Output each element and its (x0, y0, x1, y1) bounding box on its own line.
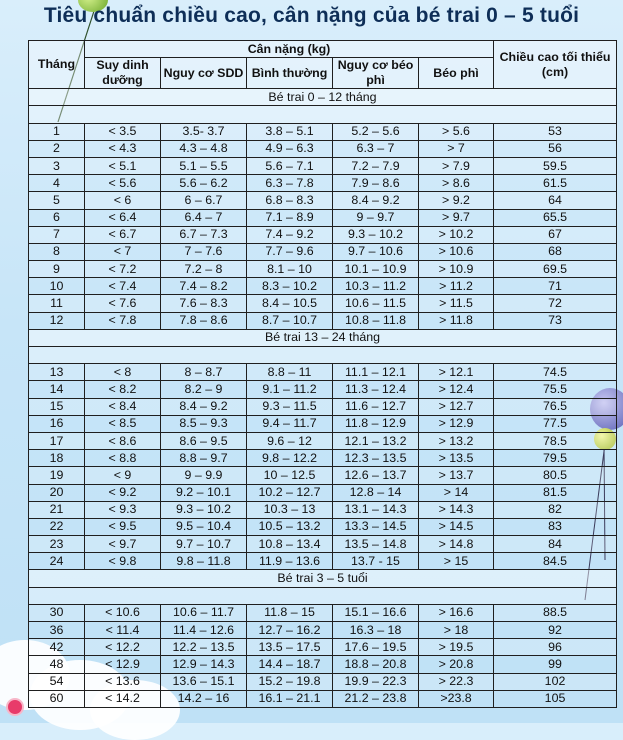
weight-cell: < 8.6 (85, 432, 161, 449)
table-row (29, 123, 617, 140)
weight-cell: 11.8 – 12.9 (333, 415, 419, 432)
growth-standard-table (28, 40, 617, 708)
table-row (29, 656, 617, 673)
weight-cell: > 13.2 (419, 432, 494, 449)
section-header-row (29, 89, 617, 106)
month-cell: 13 (29, 364, 85, 381)
weight-cell: 14.2 – 16 (161, 690, 247, 707)
weight-cell: 7 – 7.6 (161, 243, 247, 260)
height-cell: 84.5 (494, 553, 617, 570)
weight-cell: 9.3 – 11.5 (247, 398, 333, 415)
table-row (29, 209, 617, 226)
weight-cell: > 9.2 (419, 192, 494, 209)
table-row (29, 484, 617, 501)
month-cell: 60 (29, 690, 85, 707)
height-cell: 79.5 (494, 450, 617, 467)
table-row (29, 450, 617, 467)
month-cell: 21 (29, 501, 85, 518)
height-cell: 105 (494, 690, 617, 707)
table-row (29, 501, 617, 518)
height-cell: 73 (494, 312, 617, 329)
weight-cell: < 8.2 (85, 381, 161, 398)
weight-cell: 12.7 – 16.2 (247, 622, 333, 639)
month-cell: 15 (29, 398, 85, 415)
weight-cell: 10.3 – 11.2 (333, 278, 419, 295)
weight-cell: 16.1 – 21.1 (247, 690, 333, 707)
month-cell: 48 (29, 656, 85, 673)
weight-cell: < 9 (85, 467, 161, 484)
weight-cell: < 13.6 (85, 673, 161, 690)
spacer-row (29, 587, 617, 604)
table-row (29, 175, 617, 192)
month-cell: 2 (29, 140, 85, 157)
month-cell: 7 (29, 226, 85, 243)
weight-cell: 6.8 – 8.3 (247, 192, 333, 209)
height-cell: 72 (494, 295, 617, 312)
weight-cell: 12.8 – 14 (333, 484, 419, 501)
table-row (29, 432, 617, 449)
weight-cell: > 18 (419, 622, 494, 639)
weight-cell: 11.8 – 15 (247, 604, 333, 621)
table-row (29, 381, 617, 398)
weight-cell: > 13.7 (419, 467, 494, 484)
weight-cell: 4.3 – 4.8 (161, 140, 247, 157)
table-row (29, 261, 617, 278)
weight-cell: 6 – 6.7 (161, 192, 247, 209)
height-cell: 88.5 (494, 604, 617, 621)
weight-cell: > 16.6 (419, 604, 494, 621)
weight-cell: 5.2 – 5.6 (333, 123, 419, 140)
weight-cell: 7.2 – 7.9 (333, 157, 419, 174)
month-cell: 10 (29, 278, 85, 295)
weight-cell: 11.3 – 12.4 (333, 381, 419, 398)
month-cell: 9 (29, 261, 85, 278)
table-row (29, 192, 617, 209)
page-title: Tiêu chuẩn chiều cao, cân nặng của bé trai 0 – 5 tuổi (43, 4, 580, 27)
weight-cell: < 6.4 (85, 209, 161, 226)
weight-cell: 8.8 – 9.7 (161, 450, 247, 467)
weight-cell: > 19.5 (419, 639, 494, 656)
weight-cell: < 12.2 (85, 639, 161, 656)
weight-cell: 9.7 – 10.7 (161, 536, 247, 553)
weight-cell: 7.1 – 8.9 (247, 209, 333, 226)
weight-cell: 4.9 – 6.3 (247, 140, 333, 157)
weight-cell: < 3.5 (85, 123, 161, 140)
weight-cell: > 5.6 (419, 123, 494, 140)
height-cell: 96 (494, 639, 617, 656)
weight-cell: 7.8 – 8.6 (161, 312, 247, 329)
weight-cell: 16.3 – 18 (333, 622, 419, 639)
weight-cell: < 5.6 (85, 175, 161, 192)
height-cell: 61.5 (494, 175, 617, 192)
weight-cell: > 14.5 (419, 518, 494, 535)
weight-cell: 21.2 – 23.8 (333, 690, 419, 707)
weight-cell: 13.3 – 14.5 (333, 518, 419, 535)
month-cell: 19 (29, 467, 85, 484)
month-cell: 4 (29, 175, 85, 192)
month-cell: 54 (29, 673, 85, 690)
month-cell: 36 (29, 622, 85, 639)
month-cell: 12 (29, 312, 85, 329)
table-row (29, 553, 617, 570)
height-cell: 56 (494, 140, 617, 157)
month-cell: 11 (29, 295, 85, 312)
weight-cell: 15.2 – 19.8 (247, 673, 333, 690)
weight-cell: > 10.9 (419, 261, 494, 278)
weight-cell: 10.6 – 11.7 (161, 604, 247, 621)
weight-cell: 10.3 – 13 (247, 501, 333, 518)
weight-cell: > 12.7 (419, 398, 494, 415)
weight-cell: < 8.8 (85, 450, 161, 467)
height-cell: 53 (494, 123, 617, 140)
table-row (29, 690, 617, 707)
weight-cell: 5.6 – 7.1 (247, 157, 333, 174)
weight-cell: > 15 (419, 553, 494, 570)
section-title: Bé trai 0 – 12 tháng (29, 89, 617, 106)
table-row (29, 140, 617, 157)
weight-cell: > 13.5 (419, 450, 494, 467)
weight-cell: < 6 (85, 192, 161, 209)
weight-cell: < 8.5 (85, 415, 161, 432)
height-cell: 71 (494, 278, 617, 295)
section-title: Bé trai 13 – 24 tháng (29, 329, 617, 346)
table-row (29, 398, 617, 415)
weight-cell: 7.9 – 8.6 (333, 175, 419, 192)
height-cell: 77.5 (494, 415, 617, 432)
weight-cell: < 7.4 (85, 278, 161, 295)
weight-cell: < 7.8 (85, 312, 161, 329)
month-cell: 3 (29, 157, 85, 174)
weight-cell: > 9.7 (419, 209, 494, 226)
weight-cell: >23.8 (419, 690, 494, 707)
height-cell: 99 (494, 656, 617, 673)
height-cell: 102 (494, 673, 617, 690)
height-cell: 80.5 (494, 467, 617, 484)
weight-cell: 8.4 – 9.2 (161, 398, 247, 415)
weight-cell: 10.8 – 13.4 (247, 536, 333, 553)
height-cell: 67 (494, 226, 617, 243)
weight-cell: < 9.5 (85, 518, 161, 535)
weight-cell: < 9.8 (85, 553, 161, 570)
section-title: Bé trai 3 – 5 tuổi (29, 570, 617, 587)
weight-cell: > 7 (419, 140, 494, 157)
month-cell: 16 (29, 415, 85, 432)
height-cell: 82 (494, 501, 617, 518)
month-cell: 24 (29, 553, 85, 570)
month-cell: 22 (29, 518, 85, 535)
weight-cell: 8.4 – 10.5 (247, 295, 333, 312)
weight-cell: < 9.3 (85, 501, 161, 518)
height-cell: 81.5 (494, 484, 617, 501)
table-row (29, 312, 617, 329)
month-cell: 17 (29, 432, 85, 449)
weight-cell: 3.5- 3.7 (161, 123, 247, 140)
weight-cell: < 7.2 (85, 261, 161, 278)
weight-cell: 5.6 – 6.2 (161, 175, 247, 192)
weight-cell: < 14.2 (85, 690, 161, 707)
weight-cell: 9.5 – 10.4 (161, 518, 247, 535)
weight-cell: 8.3 – 10.2 (247, 278, 333, 295)
table-row (29, 278, 617, 295)
weight-cell: > 14.3 (419, 501, 494, 518)
weight-cell: 13.1 – 14.3 (333, 501, 419, 518)
weight-cell: 8.1 – 10 (247, 261, 333, 278)
spacer-cell (29, 347, 617, 364)
height-cell: 92 (494, 622, 617, 639)
weight-cell: 10.6 – 11.5 (333, 295, 419, 312)
weight-cell: > 12.4 (419, 381, 494, 398)
spacer-cell (29, 587, 617, 604)
height-cell: 64 (494, 192, 617, 209)
month-cell: 14 (29, 381, 85, 398)
weight-cell: < 7.6 (85, 295, 161, 312)
weight-cell: > 14.8 (419, 536, 494, 553)
weight-cell: 6.4 – 7 (161, 209, 247, 226)
weight-cell: 8.2 – 9 (161, 381, 247, 398)
height-cell: 84 (494, 536, 617, 553)
table-row (29, 243, 617, 260)
table-row (29, 673, 617, 690)
weight-cell: 6.7 – 7.3 (161, 226, 247, 243)
weight-cell: 9 – 9.7 (333, 209, 419, 226)
weight-cell: > 10.6 (419, 243, 494, 260)
weight-cell: < 4.3 (85, 140, 161, 157)
weight-cell: > 11.2 (419, 278, 494, 295)
weight-cell: 9.4 – 11.7 (247, 415, 333, 432)
weight-cell: 13.5 – 14.8 (333, 536, 419, 553)
month-cell: 30 (29, 604, 85, 621)
weight-cell: 12.3 – 13.5 (333, 450, 419, 467)
month-cell: 18 (29, 450, 85, 467)
weight-cell: 9.7 – 10.6 (333, 243, 419, 260)
table-row (29, 639, 617, 656)
spacer-cell (29, 106, 617, 123)
column-header: Bình thường (247, 58, 333, 89)
height-cell: 69.5 (494, 261, 617, 278)
weight-cell: < 9.2 (85, 484, 161, 501)
weight-cell: 7.4 – 9.2 (247, 226, 333, 243)
month-cell: 23 (29, 536, 85, 553)
month-cell: 20 (29, 484, 85, 501)
height-cell: 83 (494, 518, 617, 535)
weight-cell: 10.8 – 11.8 (333, 312, 419, 329)
weight-cell: 12.1 – 13.2 (333, 432, 419, 449)
table-row (29, 295, 617, 312)
spacer-row (29, 347, 617, 364)
weight-cell: 9.3 – 10.2 (161, 501, 247, 518)
weight-cell: 9 – 9.9 (161, 467, 247, 484)
column-header: Suy dinh dưỡng (85, 58, 161, 89)
weight-cell: > 11.5 (419, 295, 494, 312)
month-header: Tháng (29, 41, 85, 89)
weight-cell: 8 – 8.7 (161, 364, 247, 381)
weight-cell: 9.8 – 12.2 (247, 450, 333, 467)
table-row (29, 467, 617, 484)
weight-cell: > 8.6 (419, 175, 494, 192)
weight-cell: 7.7 – 9.6 (247, 243, 333, 260)
weight-cell: 9.2 – 10.1 (161, 484, 247, 501)
weight-cell: > 7.9 (419, 157, 494, 174)
height-cell: 68 (494, 243, 617, 260)
weight-cell: 9.1 – 11.2 (247, 381, 333, 398)
month-cell: 42 (29, 639, 85, 656)
column-header: Nguy cơ béo phì (333, 58, 419, 89)
weight-cell: > 20.8 (419, 656, 494, 673)
weight-cell: 8.7 – 10.7 (247, 312, 333, 329)
weight-cell: 8.5 – 9.3 (161, 415, 247, 432)
table-row (29, 364, 617, 381)
table-row (29, 226, 617, 243)
weight-cell: < 5.1 (85, 157, 161, 174)
weight-cell: 11.4 – 12.6 (161, 622, 247, 639)
height-cell: 75.5 (494, 381, 617, 398)
month-cell: 1 (29, 123, 85, 140)
weight-cell: 18.8 – 20.8 (333, 656, 419, 673)
weight-cell: > 11.8 (419, 312, 494, 329)
weight-cell: 19.9 – 22.3 (333, 673, 419, 690)
weight-cell: 12.2 – 13.5 (161, 639, 247, 656)
height-cell: 78.5 (494, 432, 617, 449)
column-header: Nguy cơ SDD (161, 58, 247, 89)
weight-cell: > 12.9 (419, 415, 494, 432)
weight-cell: 10.5 – 13.2 (247, 518, 333, 535)
weight-cell: < 8 (85, 364, 161, 381)
column-header: Béo phì (419, 58, 494, 89)
weight-cell: 17.6 – 19.5 (333, 639, 419, 656)
weight-cell: 15.1 – 16.6 (333, 604, 419, 621)
weight-cell: 10.2 – 12.7 (247, 484, 333, 501)
weight-cell: < 10.6 (85, 604, 161, 621)
weight-cell: 8.8 – 11 (247, 364, 333, 381)
weight-cell: < 11.4 (85, 622, 161, 639)
section-header-row (29, 329, 617, 346)
weight-cell: > 22.3 (419, 673, 494, 690)
flower-icon (6, 698, 24, 716)
height-cell: 74.5 (494, 364, 617, 381)
weight-cell: 9.8 – 11.8 (161, 553, 247, 570)
weight-cell: < 8.4 (85, 398, 161, 415)
weight-cell: > 10.2 (419, 226, 494, 243)
spacer-row (29, 106, 617, 123)
table-row (29, 536, 617, 553)
height-cell: 76.5 (494, 398, 617, 415)
weight-cell: 7.6 – 8.3 (161, 295, 247, 312)
weight-cell: 12.9 – 14.3 (161, 656, 247, 673)
weight-cell: > 12.1 (419, 364, 494, 381)
weight-cell: < 9.7 (85, 536, 161, 553)
weight-cell: 13.6 – 15.1 (161, 673, 247, 690)
weight-cell: 7.2 – 8 (161, 261, 247, 278)
section-header-row (29, 570, 617, 587)
weight-cell: < 7 (85, 243, 161, 260)
table-row (29, 157, 617, 174)
weight-cell: 6.3 – 7.8 (247, 175, 333, 192)
table-row (29, 518, 617, 535)
weight-group-header: Cân nặng (kg) (85, 41, 494, 58)
height-cell: 59.5 (494, 157, 617, 174)
table-row (29, 415, 617, 432)
weight-cell: 14.4 – 18.7 (247, 656, 333, 673)
weight-cell: 10 – 12.5 (247, 467, 333, 484)
table-body (29, 89, 617, 708)
weight-cell: 9.3 – 10.2 (333, 226, 419, 243)
weight-cell: 11.6 – 12.7 (333, 398, 419, 415)
weight-cell: 8.4 – 9.2 (333, 192, 419, 209)
month-cell: 8 (29, 243, 85, 260)
month-cell: 6 (29, 209, 85, 226)
weight-cell: 9.6 – 12 (247, 432, 333, 449)
weight-cell: 8.6 – 9.5 (161, 432, 247, 449)
weight-cell: 11.9 – 13.6 (247, 553, 333, 570)
weight-cell: 12.6 – 13.7 (333, 467, 419, 484)
weight-cell: 3.8 – 5.1 (247, 123, 333, 140)
table-row (29, 622, 617, 639)
table-row (29, 604, 617, 621)
height-header: Chiều cao tối thiểu (cm) (494, 41, 617, 89)
height-cell: 65.5 (494, 209, 617, 226)
month-cell: 5 (29, 192, 85, 209)
weight-cell: < 12.9 (85, 656, 161, 673)
weight-cell: 5.1 – 5.5 (161, 157, 247, 174)
weight-cell: < 6.7 (85, 226, 161, 243)
weight-cell: 11.1 – 12.1 (333, 364, 419, 381)
weight-cell: > 14 (419, 484, 494, 501)
weight-cell: 13.7 - 15 (333, 553, 419, 570)
weight-cell: 13.5 – 17.5 (247, 639, 333, 656)
weight-cell: 6.3 – 7 (333, 140, 419, 157)
weight-cell: 10.1 – 10.9 (333, 261, 419, 278)
weight-cell: 7.4 – 8.2 (161, 278, 247, 295)
